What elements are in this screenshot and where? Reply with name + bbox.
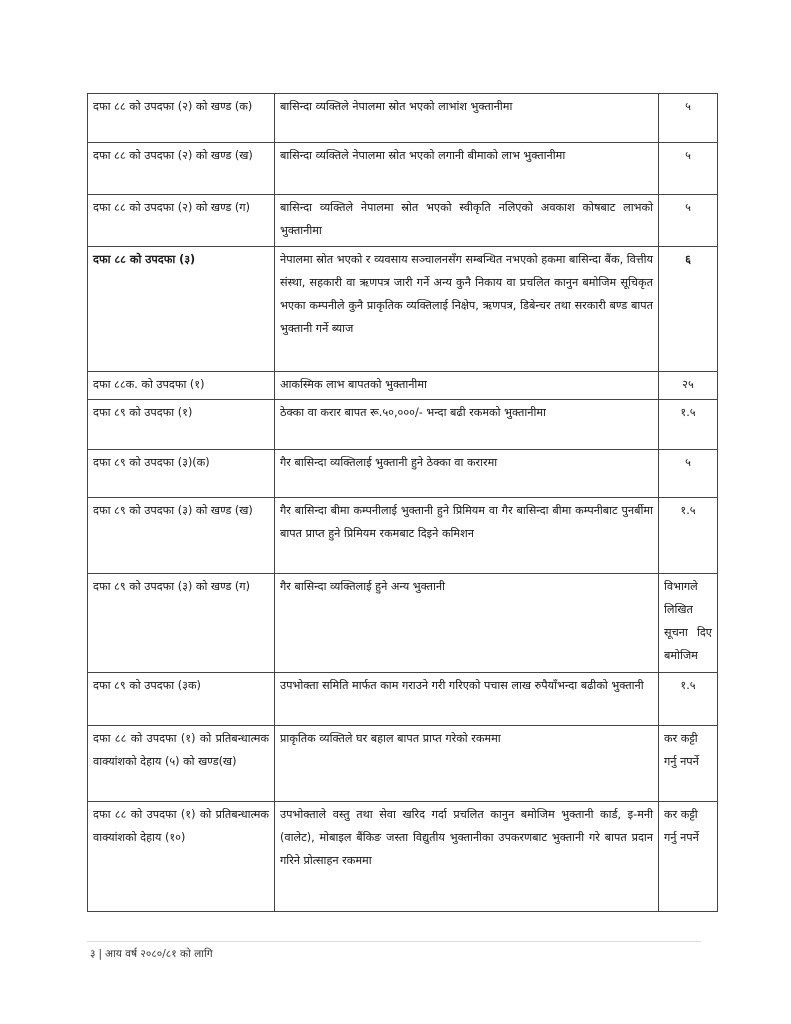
rate-cell: ५ (659, 94, 718, 143)
table-row (88, 400, 718, 450)
description-cell: उपभोक्ता समिति मार्फत काम गराउने गरी गरिएको पचास लाख रुपैयाँभन्दा बढीको भुक्तानी (275, 673, 659, 726)
section-cell: दफा ८८क. को उपदफा (१) (88, 372, 275, 400)
section-cell: दफा ८९ को उपदफा (३) को खण्ड (ग) (88, 574, 275, 673)
section-cell: दफा ८८ को उपदफा (२) को खण्ड (ख) (88, 143, 275, 195)
table-row (88, 726, 718, 802)
rate-cell: १.५ (659, 400, 718, 450)
table-row (88, 450, 718, 498)
description-cell: गैर बासिन्दा व्यक्तिलाई भुक्तानी हुने ठेक्का वा करारमा (275, 450, 659, 498)
rate-cell: ५ (659, 143, 718, 195)
section-cell: दफा ८९ को उपदफा (१) (88, 400, 275, 450)
section-cell: दफा ८९ को उपदफा (३) को खण्ड (ख) (88, 498, 275, 574)
rate-cell: २५ (659, 372, 718, 400)
section-cell: दफा ८८ को उपदफा (१) को प्रतिबन्धात्मक वाक्यांशको देहाय (१०) (88, 802, 275, 912)
footer-separator: | (98, 948, 103, 960)
table-row (88, 247, 718, 372)
rate-cell: ६ (659, 247, 718, 372)
description-cell: गैर बासिन्दा व्यक्तिलाई हुने अन्य भुक्तानी (275, 574, 659, 673)
rate-cell: कर कट्टी गर्नु नपर्ने (659, 802, 718, 912)
table-row (88, 673, 718, 726)
section-cell: दफा ८८ को उपदफा (१) को प्रतिबन्धात्मक वाक्यांशको देहाय (५) को खण्ड(ख) (88, 726, 275, 802)
rate-cell: १.५ (659, 498, 718, 574)
section-cell: दफा ८९ को उपदफा (३)(क) (88, 450, 275, 498)
page-footer (90, 947, 213, 961)
table-row (88, 143, 718, 195)
description-cell: गैर बासिन्दा बीमा कम्पनीलाई भुक्तानी हुने प्रिमियम वा गैर बासिन्दा बीमा कम्पनीबाट पुनर्बीमा बापत प्राप्त हुने प्रिमियम रकमबाट दिइने कमिशन (275, 498, 659, 574)
description-cell: बासिन्दा व्यक्तिले नेपालमा स्रोत भएको लाभांश भुक्तानीमा (275, 94, 659, 143)
description-cell: आकस्मिक लाभ बापतको भुक्तानीमा (275, 372, 659, 400)
description-cell: उपभोक्ताले वस्तु तथा सेवा खरिद गर्दा प्रचलित कानुन बमोजिम भुक्तानी कार्ड, इ-मनी (वालेट), मोबाइल बैंकिङ जस्ता विद्युतीय भुक्तानीका उपकरणबाट भुक्तानी गरे बापत प्रदान गरिने प्रोत्साहन रकममा (275, 802, 659, 912)
table-row (88, 498, 718, 574)
section-cell: दफा ८८ को उपदफा (२) को खण्ड (क) (88, 94, 275, 143)
description-cell: ठेक्का वा करार बापत रू.५०,०००/- भन्दा बढी रकमको भुक्तानीमा (275, 400, 659, 450)
section-cell: दफा ८८ को उपदफा (३) (88, 247, 275, 372)
description-cell: बासिन्दा व्यक्तिले नेपालमा स्रोत भएको स्वीकृति नलिएको अवकाश कोषबाट लाभको भुक्तानीमा (275, 195, 659, 247)
footer-text: आय वर्ष २०८०/८१ को लागि (105, 948, 213, 960)
rate-cell: कर कट्टी गर्नु नपर्ने (659, 726, 718, 802)
description-cell: नेपालमा स्रोत भएको र व्यवसाय सञ्चालनसँग सम्बन्धित नभएको हकमा बासिन्दा बैंक, वित्तीय संस्था, सहकारी वा ऋणपत्र जारी गर्ने अन्य कुनै निकाय वा प्रचलित कानुन बमोजिम सूचिकृत भएका कम्पनीले कुनै प्राकृतिक व्यक्तिलाई निक्षेप, ऋणपत्र, डिबेन्चर तथा सरकारी बण्ड बापत भुक्तानी गर्ने ब्याज (275, 247, 659, 372)
rate-cell: १.५ (659, 673, 718, 726)
description-cell: प्राकृतिक व्यक्तिले घर बहाल बापत प्राप्त गरेको रकममा (275, 726, 659, 802)
page-number: ३ (90, 948, 96, 960)
table-body (88, 94, 718, 912)
tds-rate-table (87, 93, 718, 912)
table-row (88, 372, 718, 400)
rate-cell: ५ (659, 450, 718, 498)
section-cell: दफा ८८ को उपदफा (२) को खण्ड (ग) (88, 195, 275, 247)
section-cell: दफा ८९ को उपदफा (३क) (88, 673, 275, 726)
description-cell: बासिन्दा व्यक्तिले नेपालमा स्रोत भएको लगानी बीमाको लाभ भुक्तानीमा (275, 143, 659, 195)
table-row (88, 94, 718, 143)
rate-cell: विभागले लिखित सूचना दिए बमोजिम (659, 574, 718, 673)
rate-cell: ५ (659, 195, 718, 247)
table-row (88, 574, 718, 673)
table-row (88, 195, 718, 247)
table-row (88, 802, 718, 912)
footer-divider (87, 941, 701, 942)
